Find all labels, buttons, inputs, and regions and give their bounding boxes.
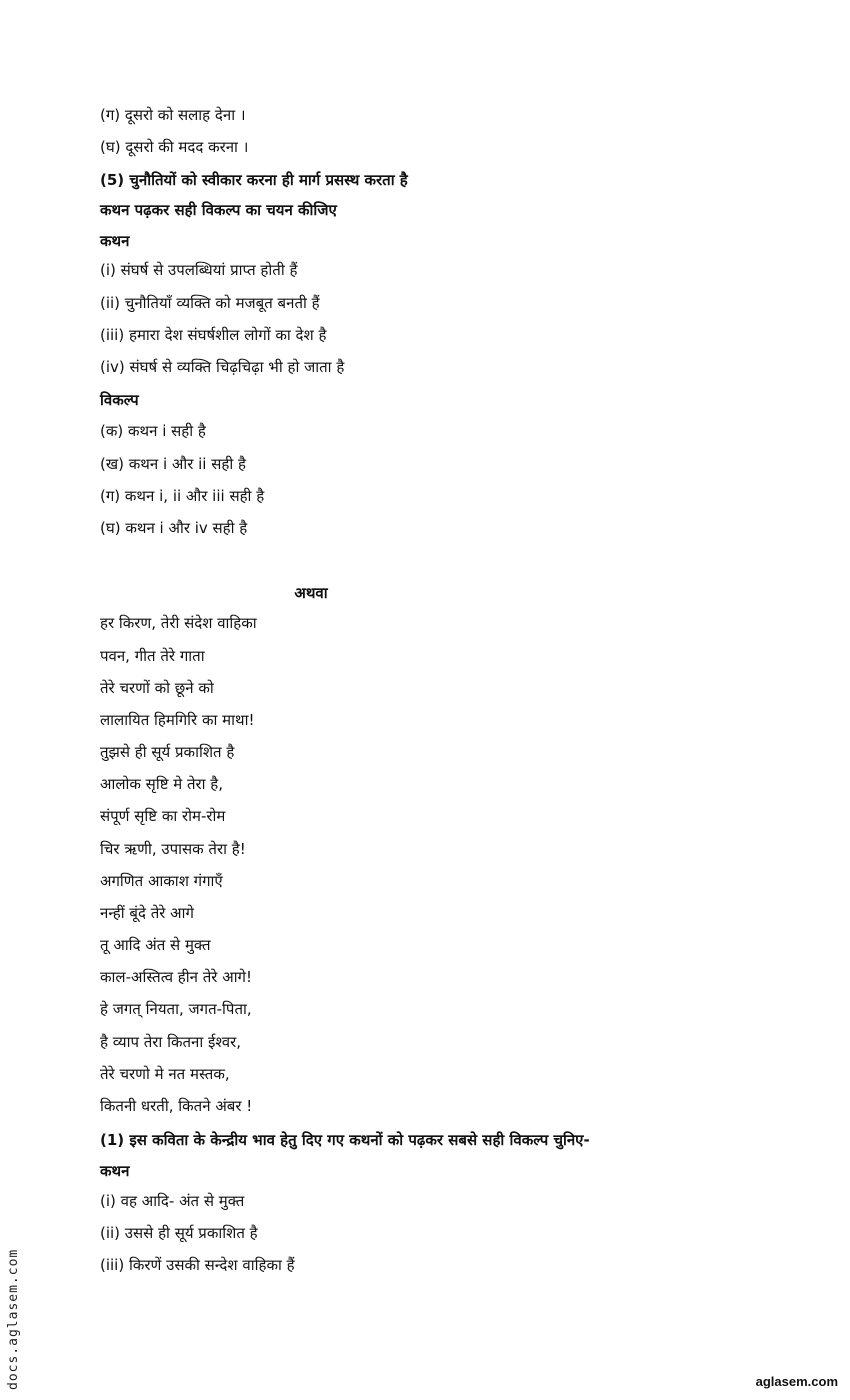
poem-line: लालायित हिमगिरि का माथा! — [100, 711, 255, 729]
poem-line: हे जगत् नियता, जगत-पिता, — [100, 1000, 252, 1018]
q1-statement-item: (ii) उससे ही सूर्य प्रकाशित है — [100, 1224, 258, 1242]
poem-line: तेरे चरणों को छूने को — [100, 679, 214, 697]
q1-statement-item: (i) वह आदि- अंत से मुक्त — [100, 1192, 245, 1210]
option-item: (ग) कथन i, ii और iii सही है — [100, 487, 265, 505]
athva-heading: अथवा — [294, 584, 328, 602]
question-5-instruction: कथन पढ़कर सही विकल्प का चयन कीजिए — [100, 201, 337, 219]
option-gh-line: (घ) दूसरो की मदद करना । — [100, 138, 249, 156]
poem-line: तुझसे ही सूर्य प्रकाशित है — [100, 743, 235, 761]
statement-item: (iii) हमारा देश संघर्षशील लोगों का देश है — [100, 326, 327, 344]
poem-line: है व्याप तेरा कितना ईश्वर, — [100, 1033, 241, 1051]
poem-line: तू आदि अंत से मुक्त — [100, 936, 211, 954]
option-item: (घ) कथन i और iv सही है — [100, 519, 248, 537]
poem-line: हर किरण, तेरी संदेश वाहिका — [100, 614, 257, 632]
poem-line: संपूर्ण सृष्टि का रोम-रोम — [100, 807, 226, 825]
poem-line: तेरे चरणो मे नत मस्तक, — [100, 1065, 230, 1083]
option-item: (ख) कथन i और ii सही है — [100, 455, 246, 473]
poem-line: चिर ऋणी, उपासक तेरा है! — [100, 840, 246, 858]
kathan-heading: कथन — [100, 232, 130, 250]
poem-line: नन्हीं बूंदे तेरे आगे — [100, 904, 194, 922]
statement-item: (i) संघर्ष से उपलब्धियां प्राप्त होती हैं — [100, 261, 298, 279]
question-1-title: (1) इस कविता के केन्द्रीय भाव हेतु दिए गए कथनों को पढ़कर सबसे सही विकल्प चुनिए- — [100, 1131, 590, 1149]
option-item: (क) कथन i सही है — [100, 422, 206, 440]
q1-statement-item: (iii) किरणें उसकी सन्देश वाहिका हैं — [100, 1256, 295, 1274]
statement-item: (iv) संघर्ष से व्यक्ति चिढ़चिढ़ा भी हो जाता है — [100, 358, 345, 376]
question-5-title: (5) चुनौतियों को स्वीकार करना ही मार्ग प्रसस्थ करता है — [100, 171, 408, 189]
poem-line: अगणित आकाश गंगाएँ — [100, 872, 223, 890]
poem-line: कितनी धरती, कितने अंबर ! — [100, 1097, 253, 1115]
poem-line: आलोक सृष्टि मे तेरा है, — [100, 775, 224, 793]
footer-brand: aglasem.com — [755, 1374, 838, 1389]
poem-line: पवन, गीत तेरे गाता — [100, 647, 205, 665]
statement-item: (ii) चुनौतियाँ व्यक्ति को मजबूत बनती हैं — [100, 294, 320, 312]
poem-line: काल-अस्तित्व हीन तेरे आगे! — [100, 968, 252, 986]
option-g-line: (ग) दूसरो को सलाह देना । — [100, 106, 246, 124]
kathan-heading-2: कथन — [100, 1162, 130, 1180]
side-watermark: docs.aglasem.com — [6, 1248, 21, 1390]
vikalp-heading: विकल्प — [100, 391, 139, 409]
